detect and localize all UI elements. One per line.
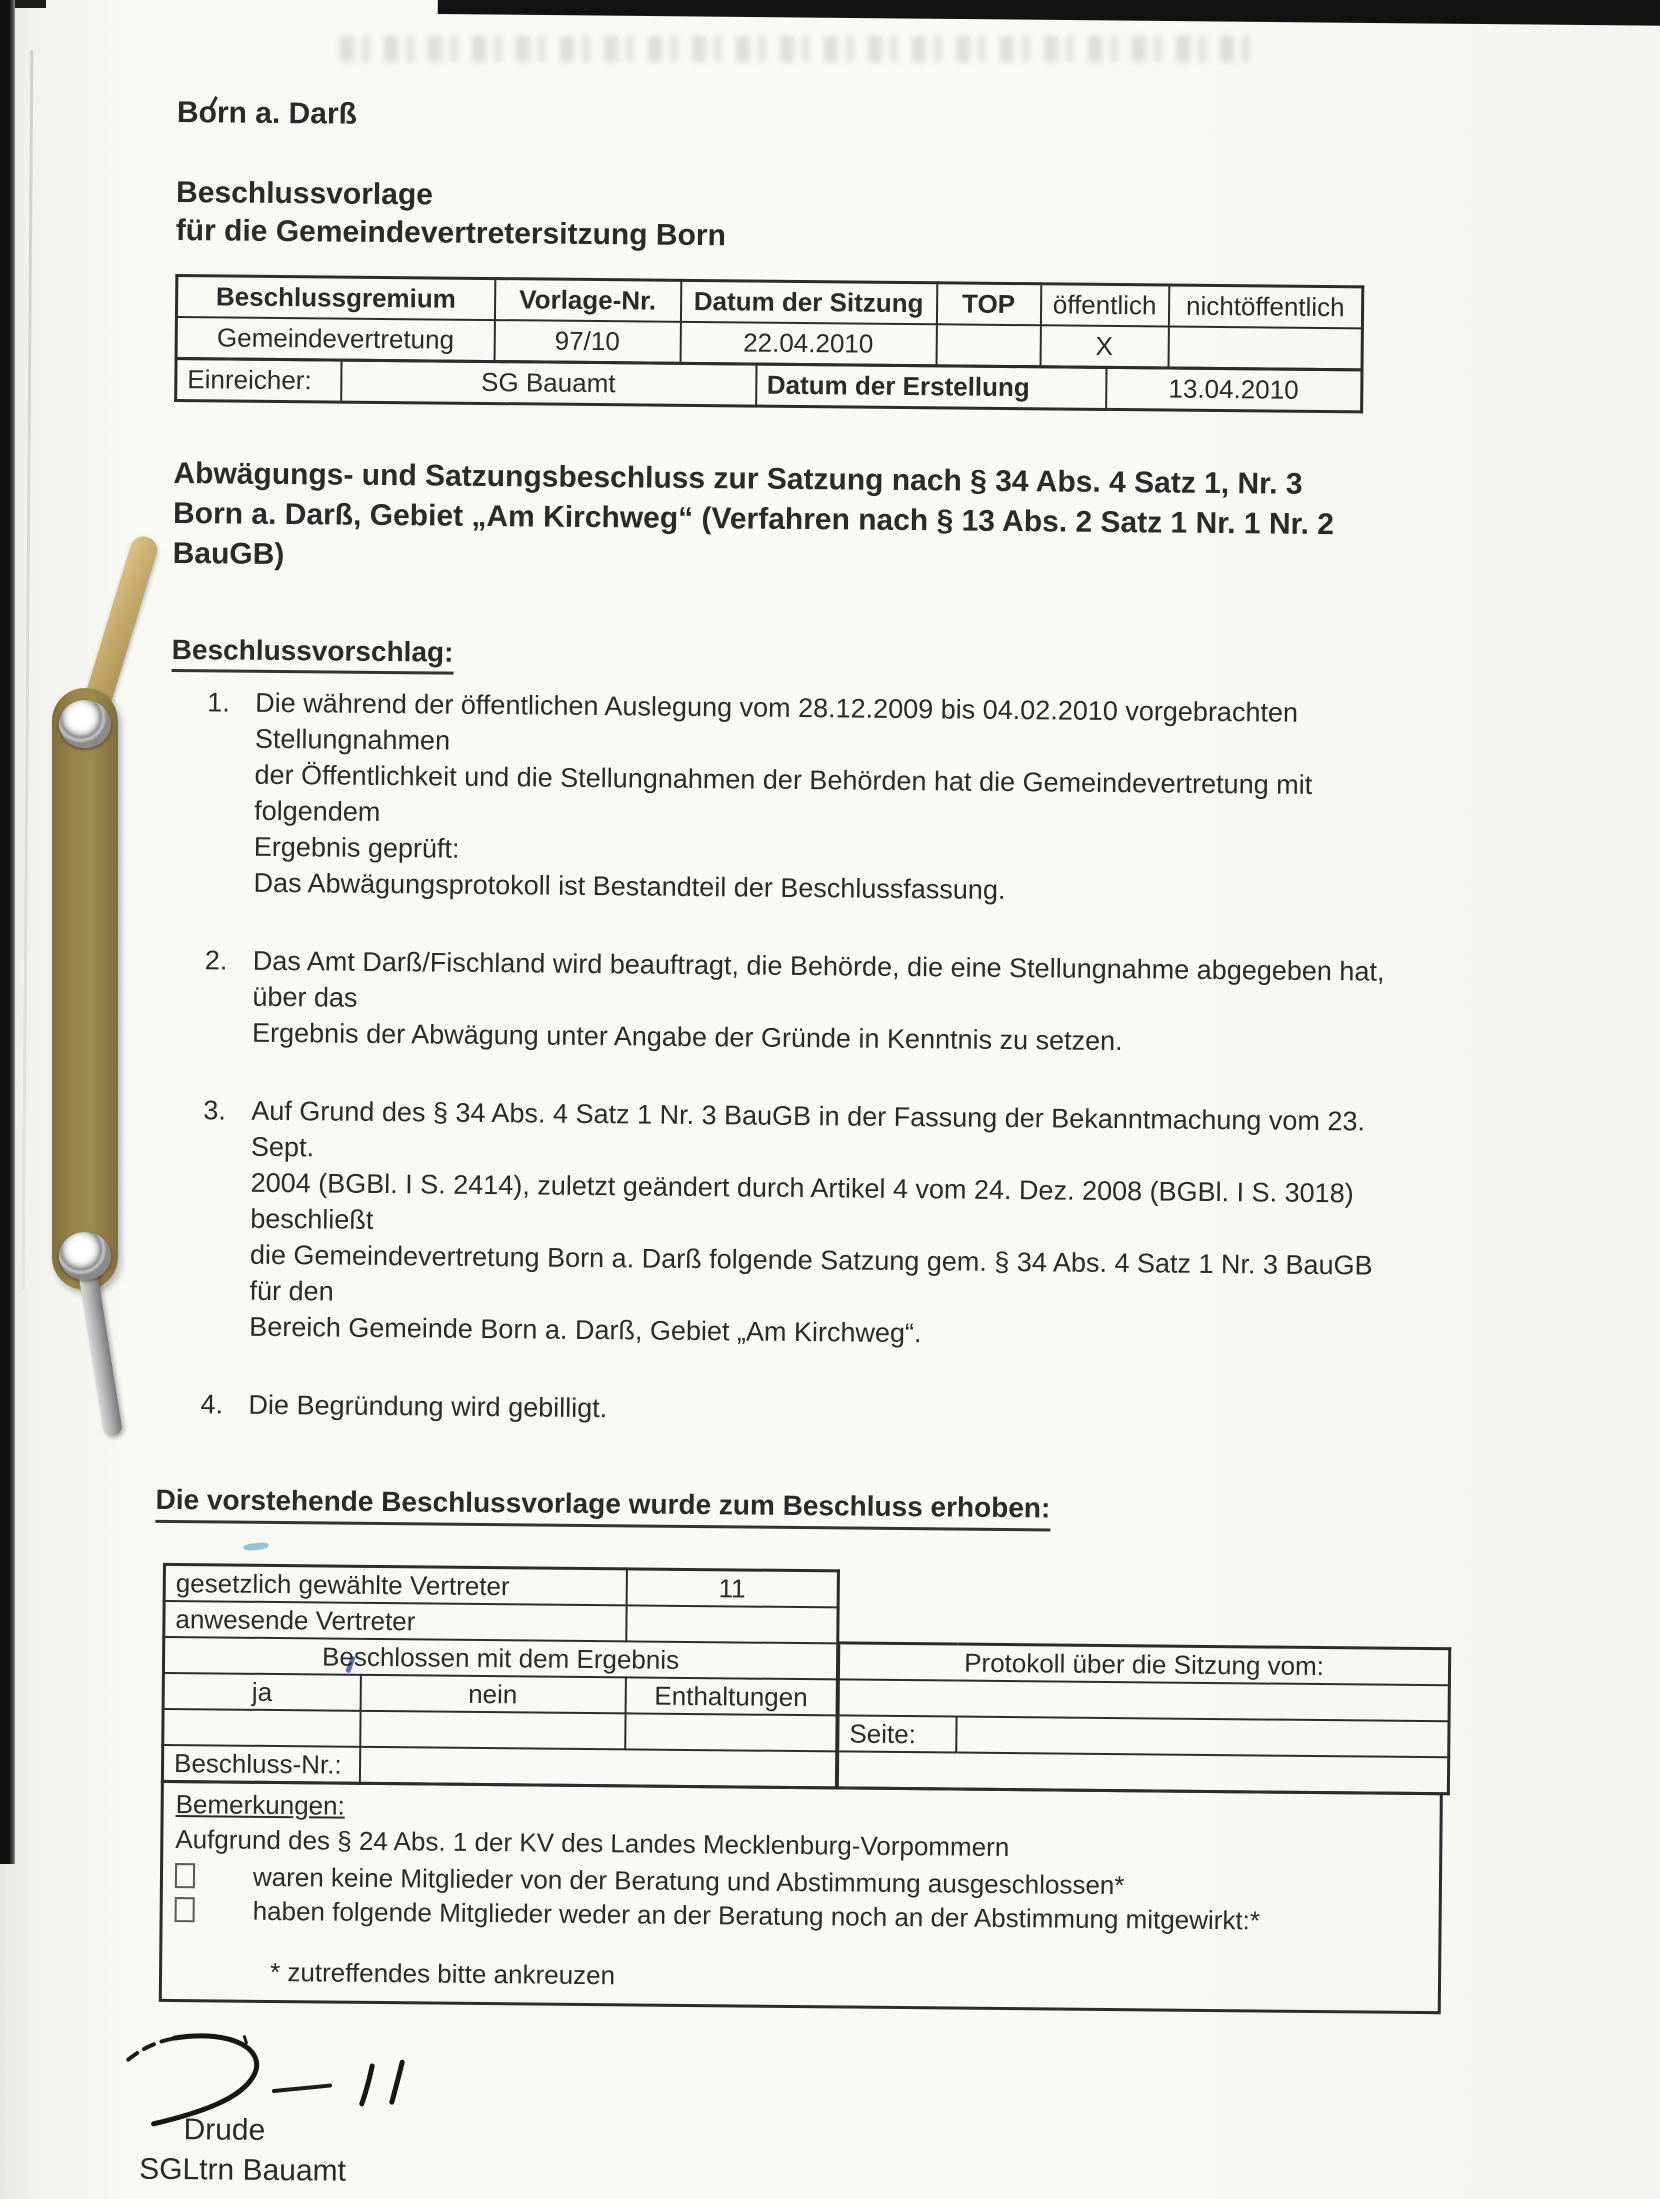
municipality-name: Born a. Darß <box>176 95 358 131</box>
value-vorlage-nr: 97/10 <box>494 320 680 363</box>
remarks-footnote: * zutreffendes bitte ankreuzen <box>269 1956 616 1991</box>
document-type-title: Beschlussvorlage für die Gemeindevertretersitzung Born <box>175 175 727 253</box>
value-seite <box>956 1717 1449 1758</box>
table-row <box>838 1679 1449 1721</box>
value-datum-erstellung: 13.04.2010 <box>1106 367 1362 411</box>
value-anwesende-vertreter <box>626 1605 838 1643</box>
proposal-item <box>169 684 1463 912</box>
vote-table-group <box>161 1563 1455 1795</box>
signature-role: SGLtrn Bauamt <box>139 2152 347 2188</box>
header-beschlossen-ergebnis: Beschlossen mit dem Ergebnis <box>163 1637 837 1679</box>
document-page <box>139 0 1470 2199</box>
table-row <box>837 1751 1448 1793</box>
scan-edge-left <box>0 0 15 1864</box>
item-number: 4. <box>200 1389 224 1420</box>
item-number: 2. <box>204 945 228 976</box>
handwritten-signature-icon <box>113 2025 544 2139</box>
remarks-box <box>159 1780 1443 2014</box>
page-crease <box>22 50 34 1290</box>
value-top <box>936 324 1040 366</box>
value-gesetzliche-vertreter: 11 <box>626 1569 838 1608</box>
signature-name: Drude <box>183 2113 266 2147</box>
value-einreicher: SG Bauamt <box>341 360 756 406</box>
checkbox-icon[interactable] <box>175 1897 195 1922</box>
remarks-intro: Aufgrund des § 24 Abs. 1 der KV des Landes Mecklenburg-Vorpommern <box>175 1824 1010 1863</box>
value-oeffentlich-mark: X <box>1040 325 1168 368</box>
item-text: Auf Grund des § 34 Abs. 4 Satz 1 Nr. 3 BauGB in der Fassung der Bekanntmachung vom 23. Sept. 2004 (BGBl. I S. 2414), zuletzt geändert durch Artikel 4 vom 24. Dez. 2008 (BGBl. I S. 3018) beschließt die Gemeindevertretung Born a. Darß folgende Satzung gem. § 34 Abs. 4 Satz 1 Nr. 3 BauGB für den Bereich Gemeinde Born a. Darß, Gebiet „Am Kirchweg“. <box>249 1095 1373 1349</box>
header-vorlage-nr: Vorlage-Nr. <box>494 279 680 322</box>
label-einreicher: Einreicher: <box>176 358 341 402</box>
resolution-heading: Die vorstehende Beschlussvorlage wurde zum Beschluss erhoben: <box>155 1484 1050 1532</box>
value-enthaltungen <box>625 1713 837 1751</box>
fastener-eyelet-bottom <box>59 1232 111 1280</box>
header-ja: ja <box>163 1673 360 1711</box>
item-text: Die während der öffentlichen Auslegung vom 28.12.2009 bis 04.02.2010 vorgebrachten Stellungnahmen der Öffentlichkeit und die Stellungnahmen der Behörden hat die Gemeindevertretung mit folgendem Ergebnis geprüft: Das Abwägungsprotokoll ist Bestandteil der Beschlussfassung. <box>253 687 1313 905</box>
table-row <box>838 1715 1449 1757</box>
proposal-item <box>164 1386 1456 1434</box>
table-row <box>162 1745 836 1788</box>
meta-submitter-row <box>176 358 1362 411</box>
proposal-item <box>165 1092 1459 1356</box>
header-nichtoeffentlich: nichtöffentlich <box>1168 285 1362 328</box>
header-beschlussgremium: Beschlussgremium <box>176 276 494 321</box>
label-gesetzliche-vertreter: gesetzlich gewählte Vertreter <box>164 1564 626 1605</box>
header-nein: nein <box>360 1675 625 1714</box>
vote-table-left <box>161 1563 840 1789</box>
item-number: 1. <box>207 687 230 718</box>
header-oeffentlich: öffentlich <box>1040 284 1168 327</box>
fastener-bar <box>52 688 118 1290</box>
header-datum-sitzung: Datum der Sitzung <box>680 280 936 324</box>
vote-table-right <box>836 1641 1451 1795</box>
value-beschluss-nr <box>359 1747 836 1788</box>
remarks-option-label: waren keine Mitglieder von der Beratung und Abstimmung ausgeschlossen* <box>252 1861 1125 1901</box>
value-nein <box>360 1711 625 1750</box>
header-top: TOP <box>936 283 1040 325</box>
value-ja <box>163 1709 360 1747</box>
header-enthaltungen: Enthaltungen <box>625 1677 837 1715</box>
meta-table <box>175 274 1365 371</box>
value-datum-sitzung: 22.04.2010 <box>680 322 936 366</box>
fastener-eyelet-top <box>59 700 111 748</box>
label-anwesende-vertreter: anwesende Vertreter <box>164 1601 626 1641</box>
value-gremium: Gemeindevertretung <box>176 317 494 362</box>
signature-block <box>113 2025 1450 2199</box>
value-protokoll-datum <box>838 1679 1449 1721</box>
item-number: 3. <box>203 1095 227 1126</box>
remarks-option-label: haben folgende Mitglieder weder an der Beratung noch an der Abstimmung mitgewirkt:* <box>252 1895 1261 1936</box>
empty-cell <box>837 1751 1448 1793</box>
value-nichtoeffentlich <box>1168 327 1362 370</box>
table-row <box>838 1643 1449 1685</box>
item-text: Die Begründung wird gebilligt. <box>248 1389 608 1424</box>
checkbox-icon[interactable] <box>175 1863 195 1888</box>
item-text: Das Amt Darß/Fischland wird beauftragt, die Behörde, die eine Stellungnahme abgegeben hat, über das Ergebnis der Abwägung unter Angabe der Gründe in Kenntnis zu setzen. <box>251 945 1385 1057</box>
header-protokoll-sitzung: Protokoll über die Sitzung vom: <box>838 1643 1449 1685</box>
remarks-heading: Bemerkungen: <box>175 1789 345 1821</box>
subject-title: Abwägungs- und Satzungsbeschluss zur Satzung nach § 34 Abs. 4 Satz 1, Nr. 3 Born a. Darß, Gebiet „Am Kirchweg“ (Verfahren nach § 13 Abs. 2 Satz 1 Nr. 1 Nr. 2 BauGB) <box>172 456 1335 572</box>
label-beschluss-nr: Beschluss-Nr.: <box>162 1745 359 1783</box>
proposal-list <box>164 684 1463 1434</box>
proposal-heading: Beschlussvorschlag: <box>172 634 454 675</box>
proposal-item <box>168 942 1461 1062</box>
label-seite: Seite: <box>838 1715 957 1752</box>
label-datum-erstellung: Datum der Erstellung <box>756 364 1106 409</box>
